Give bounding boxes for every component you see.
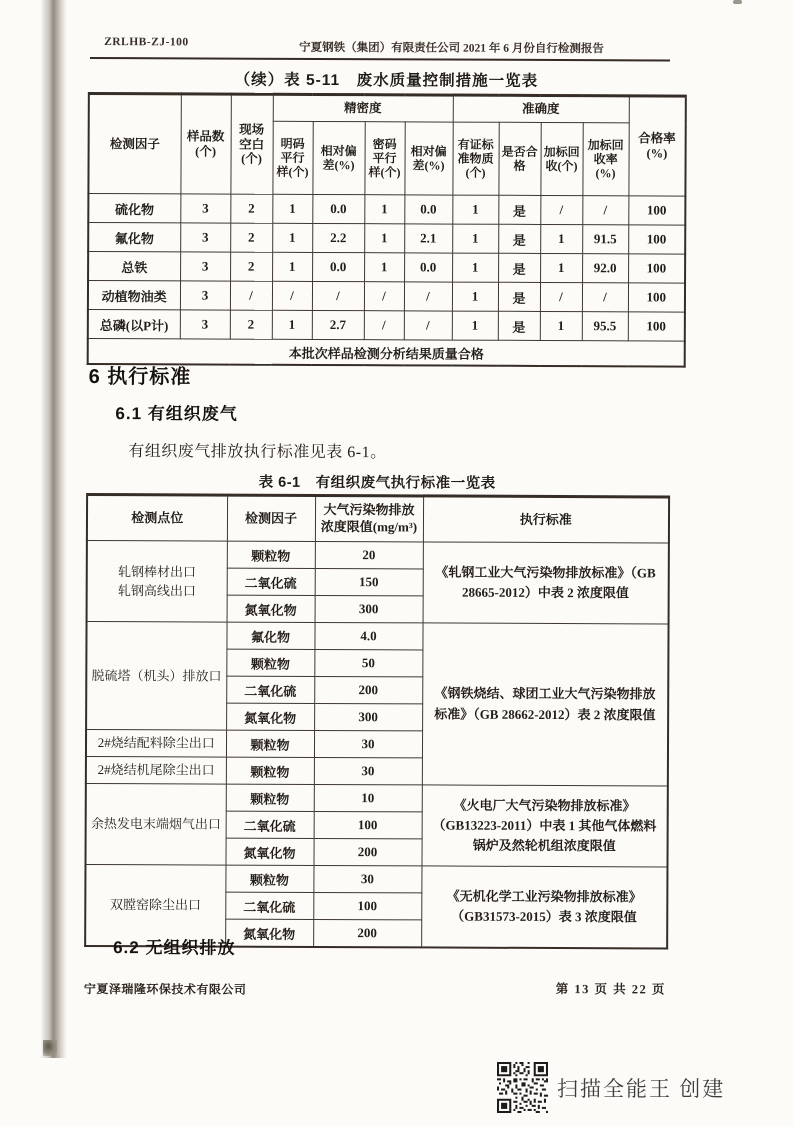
cell: / <box>230 281 272 310</box>
cell: 100 <box>628 254 685 283</box>
cell: 总磷(以P计) <box>88 309 180 338</box>
cell: 92.0 <box>582 254 628 283</box>
cell: / <box>364 282 404 311</box>
cell: 1 <box>272 310 312 339</box>
standard-cell: 《无机化学工业污染物排放标准》（GB31573-2015）表 3 浓度限值 <box>421 866 667 949</box>
cell: 3 <box>180 252 230 281</box>
cell: 是 <box>498 282 540 311</box>
factor-cell: 颗粒物 <box>227 541 315 568</box>
cell: 100 <box>628 225 685 254</box>
cell: 是 <box>498 253 540 282</box>
factor-cell: 二氧化硫 <box>226 811 314 838</box>
table6-1-title: 表 6-1 有组织废气执行标准一览表 <box>258 474 496 492</box>
col-header-point: 检测点位 <box>87 494 227 541</box>
col-header-samples: 样品数(个) <box>180 94 230 194</box>
cell: 100 <box>628 283 685 312</box>
standard-cell: 《轧钢工业大气污染物排放标准》（GB 28665-2012）中表 2 浓度限值 <box>423 542 669 624</box>
table5-11-footnote: 本批次样品检测分析结果质量合格 <box>88 338 685 366</box>
col-header-spike-rate: 加标回收率(%) <box>582 123 628 196</box>
cell: / <box>404 311 452 340</box>
factor-cell: 二氧化硫 <box>227 568 315 595</box>
table6-1 <box>84 493 670 950</box>
cell: 1 <box>452 224 498 253</box>
point-cell: 脱硫塔（机头）排放口 <box>86 621 226 730</box>
table-row <box>88 251 685 283</box>
cell: 1 <box>364 253 404 282</box>
col-header-standard: 执行标准 <box>423 496 669 543</box>
factor-cell: 氮氧化物 <box>225 919 313 947</box>
scanner-credit-text: 扫描全能王 创建 <box>557 1077 726 1101</box>
col-header-crm: 有证标准物质(个) <box>452 122 498 195</box>
table-row <box>88 309 685 341</box>
col-header-limit: 大气污染物排放浓度限值(mg/m³) <box>315 495 423 541</box>
cell: 1 <box>452 253 498 282</box>
col-header-rel-dev2: 相对偏差(%) <box>404 122 452 195</box>
cell: 1 <box>272 252 312 281</box>
cell: / <box>272 281 312 310</box>
limit-cell: 30 <box>314 757 422 784</box>
limit-cell: 200 <box>314 676 422 703</box>
limit-cell: 200 <box>313 919 421 947</box>
cell: 1 <box>272 223 312 252</box>
cell: / <box>582 283 628 312</box>
page-header <box>88 30 685 59</box>
table-row <box>88 193 685 225</box>
table-row <box>88 280 685 312</box>
cell: / <box>582 196 628 225</box>
cell: 硫化物 <box>88 193 180 222</box>
cell: 1 <box>452 195 498 224</box>
table-row <box>87 540 669 570</box>
cell: 0.0 <box>312 194 364 223</box>
standard-cell: 《钢铁烧结、球团工业大气污染物排放标准》（GB 28662-2012）表 2 浓度限值 <box>422 623 669 786</box>
limit-cell: 4.0 <box>314 622 422 649</box>
cell: 1 <box>540 253 582 282</box>
factor-cell: 颗粒物 <box>226 784 314 811</box>
factor-cell: 氟化物 <box>226 622 314 649</box>
cell: 动植物油类 <box>88 280 180 309</box>
report-title: 宁夏钢铁（集团）有限责任公司 2021 年 6 月份自行检测报告 <box>299 41 604 56</box>
limit-cell: 200 <box>313 838 421 865</box>
limit-cell: 50 <box>314 649 422 676</box>
col-header-field-blank: 现场空白(个) <box>230 94 272 194</box>
cell: 总铁 <box>88 251 180 280</box>
cell: / <box>364 311 404 340</box>
point-cell: 2#烧结机尾除尘出口 <box>86 756 226 784</box>
factor-cell: 氮氧化物 <box>226 703 314 730</box>
limit-cell: 30 <box>314 730 422 757</box>
cell: 3 <box>180 223 230 252</box>
col-header-blind-parallel: 密码平行样(个) <box>364 122 404 195</box>
cell: 91.5 <box>582 225 628 254</box>
factor-cell: 颗粒物 <box>226 730 314 757</box>
cell: 100 <box>628 196 685 225</box>
cell: 1 <box>540 224 582 253</box>
point-cell: 2#烧结配料除尘出口 <box>86 729 226 757</box>
factor-cell: 颗粒物 <box>225 865 313 892</box>
limit-cell: 20 <box>315 541 423 568</box>
document-code: ZRLHB-ZJ-100 <box>104 36 189 49</box>
table5-11 <box>87 92 687 368</box>
cell: 100 <box>628 312 685 341</box>
section-6-1-heading: 6.1 有组织废气 <box>115 404 238 424</box>
cell: 0.0 <box>312 252 364 281</box>
cell: 2.2 <box>312 223 364 252</box>
table-row <box>88 222 685 254</box>
limit-cell: 30 <box>313 865 421 892</box>
cell: 1 <box>540 311 582 340</box>
cell: 是 <box>498 311 540 340</box>
cell: 氟化物 <box>88 222 180 251</box>
section-6-1-paragraph: 有组织废气排放执行标准见表 6-1。 <box>128 443 387 462</box>
limit-cell: 100 <box>314 811 422 838</box>
factor-cell: 颗粒物 <box>226 757 314 784</box>
table5-11-title: （续）表 5-11 废水质量控制措施一览表 <box>234 71 539 90</box>
col-header-qualified: 是否合格 <box>498 122 540 195</box>
col-group-precision: 精密度 <box>273 94 453 122</box>
cell: 0.0 <box>404 253 452 282</box>
cell: 1 <box>452 311 498 340</box>
table-row <box>85 864 667 894</box>
footer-company: 宁夏泽瑞隆环保技术有限公司 <box>83 981 247 997</box>
cell: 3 <box>180 310 230 339</box>
point-cell: 余热发电末端烟气出口 <box>85 783 225 865</box>
cell: 2.7 <box>312 310 364 339</box>
section-6-heading: 6 执行标准 <box>88 365 192 389</box>
factor-cell: 氮氧化物 <box>225 838 313 865</box>
col-header-open-parallel: 明码平行样(个) <box>272 121 312 194</box>
factor-cell: 颗粒物 <box>226 649 314 676</box>
point-cell: 轧钢棒材出口 轧钢高线出口 <box>87 540 227 622</box>
cell: 2 <box>230 194 272 223</box>
col-header-rel-dev1: 相对偏差(%) <box>312 121 364 194</box>
cell: 2 <box>230 223 272 252</box>
cell: 2.1 <box>404 224 452 253</box>
factor-cell: 二氧化硫 <box>226 676 314 703</box>
cell: 1 <box>272 194 312 223</box>
cell: 3 <box>180 194 230 223</box>
cell: / <box>540 195 582 224</box>
limit-cell: 10 <box>314 784 422 811</box>
cell: / <box>404 282 452 311</box>
factor-cell: 二氧化硫 <box>225 892 313 919</box>
col-header-factor: 检测因子 <box>227 495 315 541</box>
cell: 是 <box>498 224 540 253</box>
table-row <box>86 783 668 813</box>
section-6-2-heading: 6.2 无组织排放 <box>113 938 236 958</box>
limit-cell: 150 <box>315 568 423 595</box>
point-cell: 双膛窑除尘出口 <box>85 864 225 946</box>
cell: / <box>540 282 582 311</box>
factor-cell: 氮氧化物 <box>227 595 315 622</box>
standard-cell: 《火电厂大气污染物排放标准》（GB13223-2011）中表 1 其他气体燃料锅炉及然轮机组浓度限值 <box>421 785 667 867</box>
col-header-factor: 检测因子 <box>88 93 180 193</box>
col-header-pass-rate: 合格率(%) <box>628 96 685 196</box>
col-group-accuracy: 准确度 <box>453 95 629 123</box>
limit-cell: 300 <box>314 703 422 730</box>
footer-page-number: 第 13 页 共 22 页 <box>555 982 666 997</box>
cell: 1 <box>364 224 404 253</box>
cell: 1 <box>452 282 498 311</box>
cell: 3 <box>180 281 230 310</box>
table-row <box>86 621 668 651</box>
cell: 95.5 <box>582 312 628 341</box>
limit-cell: 300 <box>315 595 423 622</box>
cell: 0.0 <box>404 195 452 224</box>
cell: 2 <box>230 252 272 281</box>
limit-cell: 100 <box>313 892 421 919</box>
col-header-spike-recovery: 加标回收(个) <box>540 122 582 195</box>
cell: 是 <box>498 195 540 224</box>
cell: 1 <box>364 195 404 224</box>
cell: / <box>312 281 364 310</box>
cell: 2 <box>230 310 272 339</box>
